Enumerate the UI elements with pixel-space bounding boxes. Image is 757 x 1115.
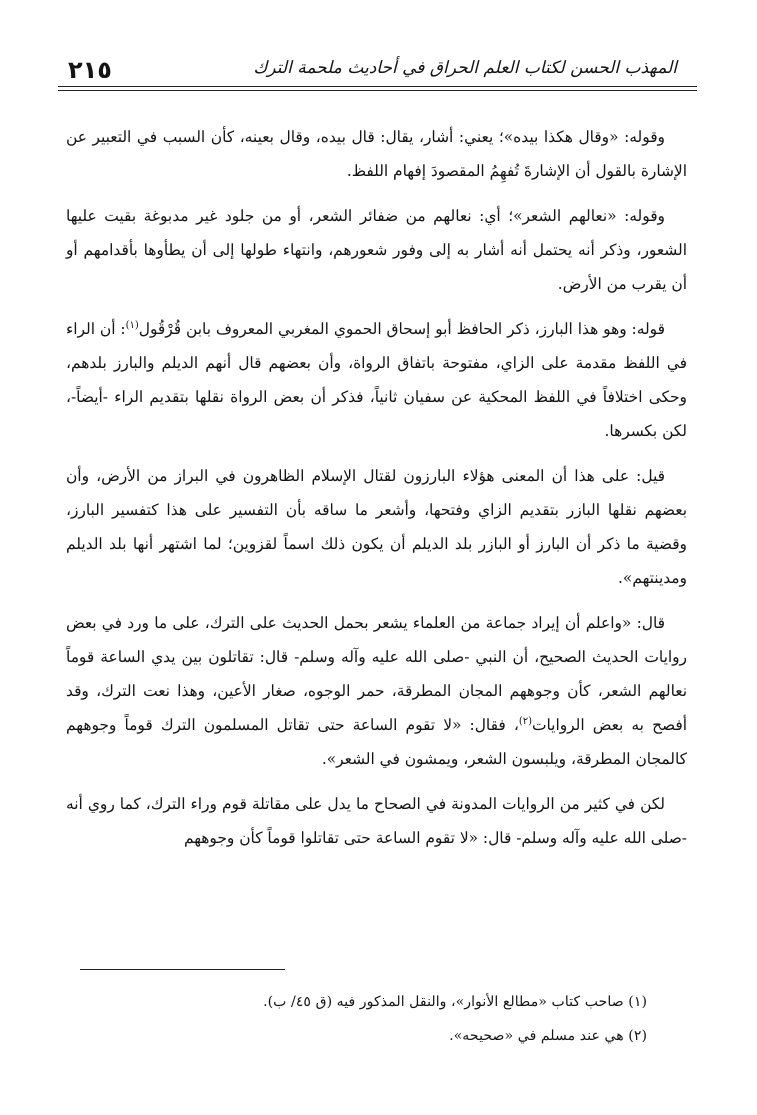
footnote-ref-1[interactable]: (١) <box>125 319 139 331</box>
paragraph-3-text-b: : أن الراء في اللفظ مقدمة على الزاي، مفتوحة باتفاق الرواة، وأن بعضهم قال أنهم الديلم والبارز بلدهم، وحكى اختلافاً في اللفظ المحكية عن سفيان ثانياً، فذكر أن بعض الرواة نقلها بتقديم الراء -أيضاً-، لكن بكسرها. <box>66 320 687 440</box>
paragraph-6 <box>66 787 687 855</box>
paragraph-4 <box>66 459 687 595</box>
footnote-1: (١) صاحب كتاب «مطالع الأنوار»، والنقل المذكور فيه (ق ٤٥/ ب). <box>263 994 647 1010</box>
paragraph-6-text: لكن في كثير من الروايات المدونة في الصحاح ما يدل على مقاتلة قوم وراء الترك، كما روي أنه -صلى الله عليه وآله وسلم- قال: «لا تقوم الساعة حتى تقاتلوا قوماً كأن وجوههم <box>66 795 687 847</box>
paragraph-4-text: قيل: على هذا أن المعنى هؤلاء البارزون لقتال الإسلام الظاهرون في البراز من الأرض، وأن بعضهم نقلها البازر بتقديم الزاي وفتحها، وأشعر ما ساقه بأن التفسير على هذا كتفسير البارز، وقضية ما ذكر أن البارز أو البازر بلد الديلم أن يكون ذلك اسماً لقزوين؛ لما اشتهر أنها بلد الديلم ومدينتهم». <box>66 467 687 587</box>
paragraph-3 <box>66 312 687 448</box>
footnotes <box>110 986 647 1054</box>
paragraph-2-text: وقوله: «نعالهم الشعر»؛ أي: نعالهم من ضفائر الشعر، أو من جلود غير مدبوغة بقيت عليها الشعور، وذكر أنه يحتمل أنه أشار به إلى وفور شعورهم، وانتهاء طولها إلى أن يطأوها بأقدامهم أو أن يقرب من الأرض. <box>66 207 687 293</box>
paragraph-5-text-b: ، فقال: «لا تقوم الساعة حتى تقاتل المسلمون الترك قوماً وجوههم كالمجان المطرقة، ويلبسون الشعر، ويمشون في الشعر». <box>66 716 687 768</box>
paragraph-5 <box>66 606 687 776</box>
header-rule-thin <box>58 90 697 91</box>
footnote-separator <box>80 969 285 970</box>
footnote-ref-2[interactable]: (٢) <box>518 715 532 727</box>
paragraph-1-text: وقوله: «وقال هكذا بيده»؛ يعني: أشار، يقال: قال بيده، وقال بعينه، كأن السبب في التعبير عن الإشارة بالقول أن الإشارةَ تُفهِمُ المقصودَ إفهام اللفظ. <box>66 128 687 180</box>
paragraph-2 <box>66 199 687 301</box>
paragraph-3-text-a: قوله: وهو هذا البارز، ذكر الحافظ أبو إسحاق الحموي المغربي المعروف بابن قُرْقُول <box>138 320 665 338</box>
page-header <box>58 48 697 88</box>
page-number: ٢١٥ <box>68 56 112 84</box>
footnote-2: (٢) هي عند مسلم في «صحيحه». <box>449 1028 647 1044</box>
header-rule <box>58 86 697 87</box>
paragraph-1 <box>66 120 687 188</box>
running-title: المهذب الحسن لكتاب العلم الحراق في أحاديث ملحمة الترك <box>253 58 677 78</box>
body-text <box>66 120 687 866</box>
paragraph-5-text-a: قال: «واعلم أن إيراد جماعة من العلماء يشعر بحمل الحديث على الترك، على ما ورد في بعض روايات الحديث الصحيح، أن النبي -صلى الله عليه وآله وسلم- قال: تقاتلون بين يدي الساعة قوماً نعالهم الشعر، كأن وجوههم المجان المطرقة، حمر الوجوه، صغار الأعين، وهذا نعت الترك، وقد أفصح به بعض الروايات <box>66 614 687 734</box>
